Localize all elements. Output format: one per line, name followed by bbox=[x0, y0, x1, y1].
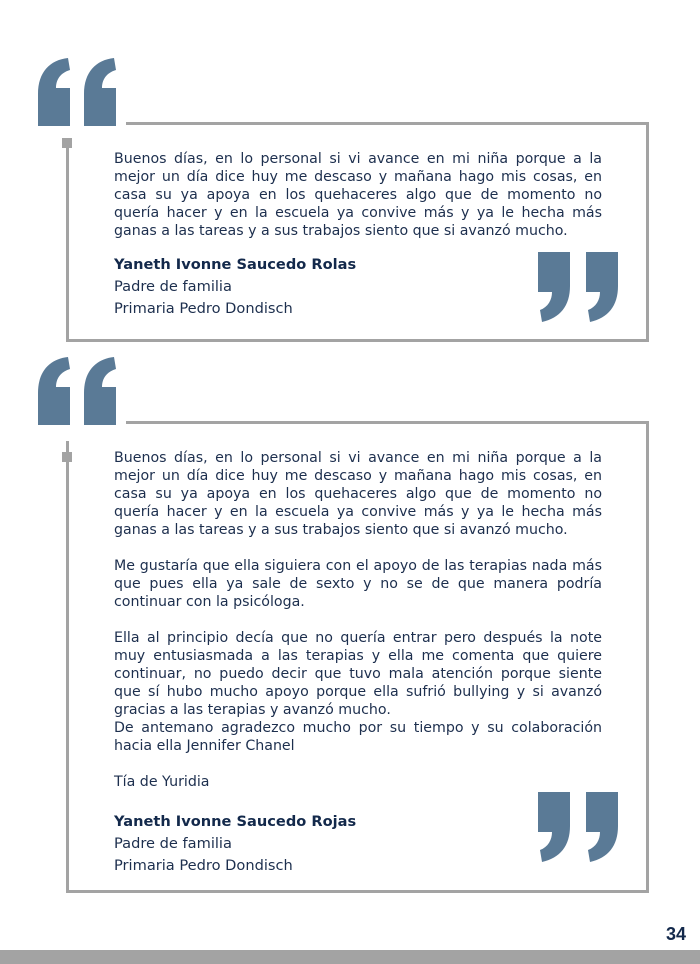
testimonial-2-signature bbox=[114, 811, 356, 877]
testimonial-1-signature bbox=[114, 254, 356, 320]
close-quote-icon bbox=[536, 792, 620, 864]
footer-bar bbox=[0, 950, 700, 964]
signer-role: Padre de familia bbox=[114, 278, 232, 295]
testimonial-1-paragraph: Buenos días, en lo personal si vi avance en mi niña porque a la mejor un día dice huy me descaso y mañana hago mis cosas, en casa su ya apoya en los quehaceres algo que de momento no quería hacer y en la escuela ya convive más y ya le hecha más ganas a las tareas y a sus trabajos siento que si avanzó mucho. bbox=[114, 151, 602, 239]
testimonial-1-text bbox=[114, 150, 602, 240]
testimonial-2-paragraph: De antemano agradezco mucho por su tiempo y su colaboración hacia ella Jennifer Chanel bbox=[114, 720, 602, 754]
testimonial-2-paragraph: Buenos días, en lo personal si vi avance en mi niña porque a la mejor un día dice huy me descaso y mañana hago mis cosas, en casa su ya apoya en los quehaceres algo que de momento no quería hacer y en la escuela ya convive más y ya le hecha más ganas a las tareas y a sus trabajos siento que si avanzó mucho. bbox=[114, 450, 602, 538]
signer-role: Padre de familia bbox=[114, 835, 232, 852]
testimonial-2-paragraph: Me gustaría que ella siguiera con el apoyo de las terapias nada más que pues ella ya sale de sexto y no se de que manera podría continuar con la psicóloga. bbox=[114, 558, 602, 610]
signer-name: Yaneth Ivonne Saucedo Rojas bbox=[114, 813, 357, 830]
testimonial-2-paragraph: Ella al principio decía que no quería entrar pero después la note muy entusiasmada a las terapias y ella me comenta que quiere continuar, no puedo decir que tuvo mala atención porque siente que sí hubo mucho apoyo porque ella sufrió bullying y si avanzó gracias a las terapias y avanzó mucho. bbox=[114, 630, 602, 718]
testimonial-2-text bbox=[114, 449, 602, 791]
frame-corner-marker-2 bbox=[62, 452, 72, 462]
signer-name: Yaneth Ivonne Saucedo Rolas bbox=[114, 256, 357, 273]
frame-corner-marker-1 bbox=[62, 138, 72, 148]
signer-school: Primaria Pedro Dondisch bbox=[114, 857, 293, 874]
open-quote-icon bbox=[36, 56, 120, 126]
open-quote-icon bbox=[36, 355, 120, 425]
signer-school: Primaria Pedro Dondisch bbox=[114, 300, 293, 317]
close-quote-icon bbox=[536, 252, 620, 324]
page-number: 34 bbox=[665, 924, 686, 944]
testimonial-2-paragraph: Tía de Yuridia bbox=[114, 774, 210, 790]
